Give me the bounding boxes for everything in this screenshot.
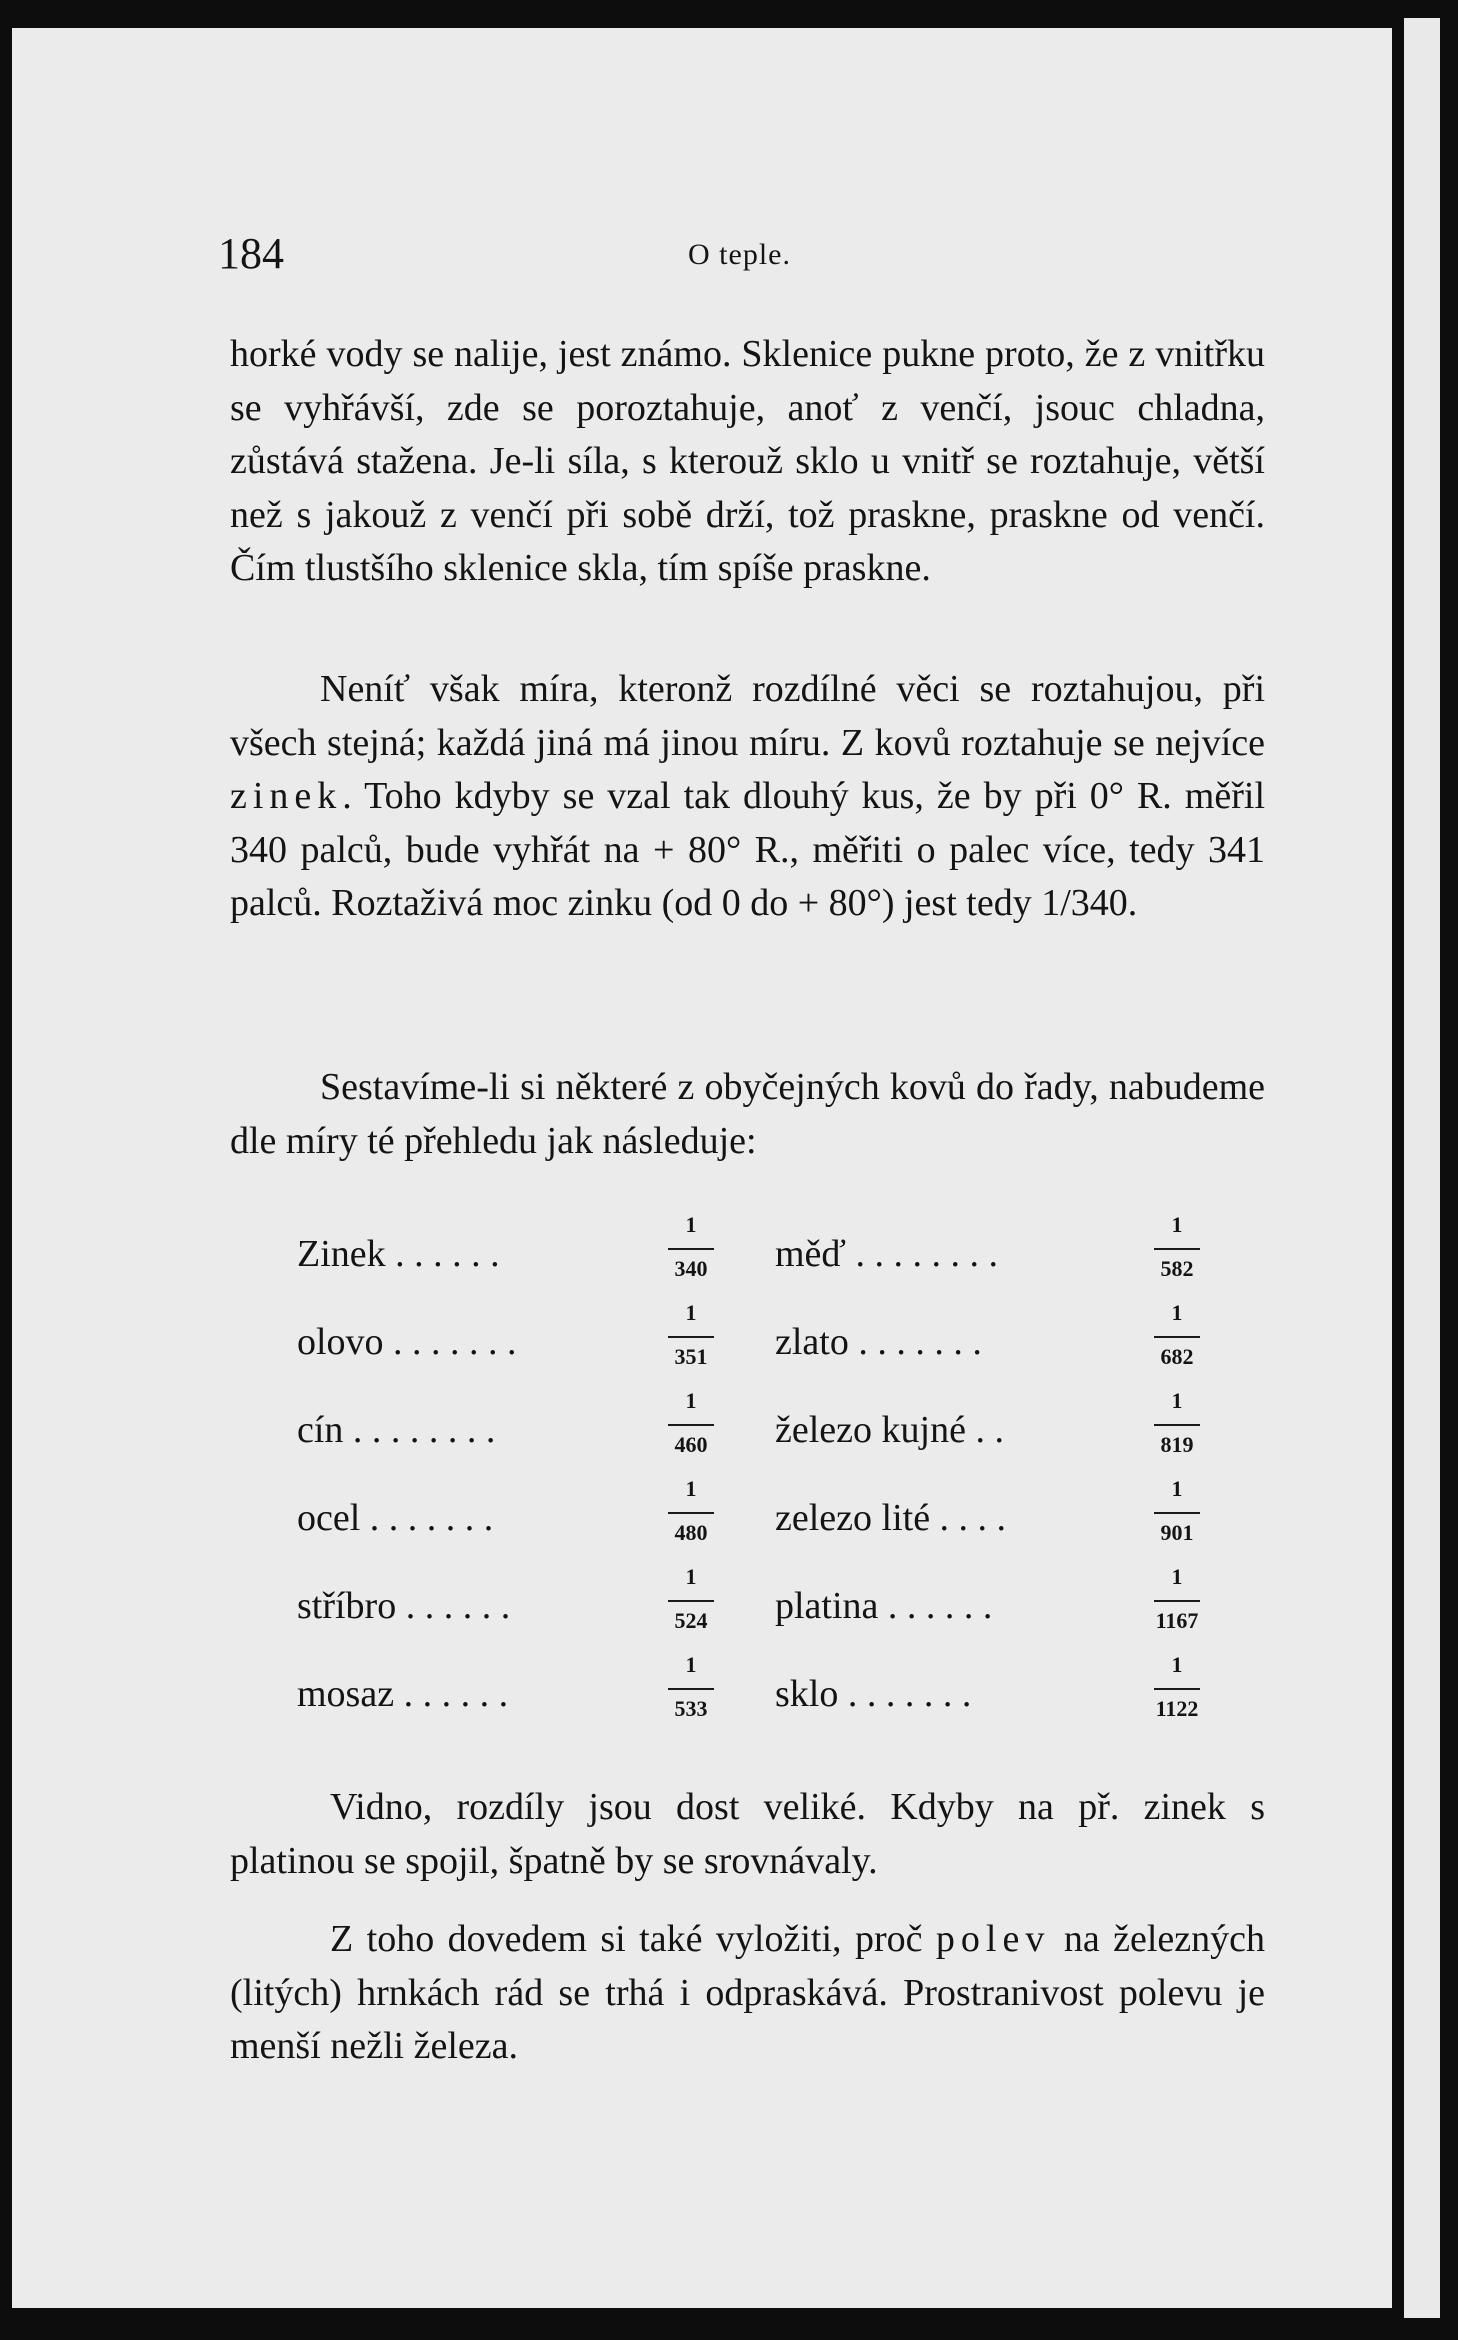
adjacent-page-edge xyxy=(1404,18,1440,2318)
page-number: 184 xyxy=(218,229,284,278)
fraction-numerator: 1 xyxy=(685,1476,697,1501)
fraction-numerator: 1 xyxy=(685,1300,697,1325)
fraction-numerator: 1 xyxy=(1171,1212,1183,1237)
expansion-fraction xyxy=(1145,1386,1209,1458)
fraction-numerator: 1 xyxy=(685,1388,697,1413)
fraction-bar xyxy=(668,1600,714,1602)
zinc-ratio: 1/340 xyxy=(1041,882,1128,924)
expansion-fraction xyxy=(659,1298,723,1370)
fraction-numerator: 1 xyxy=(1171,1476,1183,1501)
running-head: O teple. xyxy=(688,238,791,271)
fraction-denominator: 582 xyxy=(1160,1256,1194,1281)
metal-name: zlato . . . . . . . xyxy=(775,1321,982,1363)
fraction-bar xyxy=(1154,1424,1200,1426)
table-row xyxy=(297,1562,1257,1648)
metal-name: Zinek . . . . . . xyxy=(297,1233,500,1275)
fraction-denominator: 524 xyxy=(674,1608,708,1633)
expansion-table xyxy=(297,1210,1257,1750)
expansion-fraction xyxy=(1145,1650,1209,1722)
zinek-emphasis: zinek xyxy=(230,775,343,817)
paragraph-2-end: . xyxy=(1127,882,1138,924)
fraction-denominator: 682 xyxy=(1160,1344,1194,1369)
paragraph-4: Vidno, rozdíly jsou dost veliké. Kdyby na př. zinek s platinou se spojil, špatně by se srovnávaly. xyxy=(230,1786,1265,1882)
table-row xyxy=(297,1210,1257,1296)
fraction-numerator: 1 xyxy=(1171,1652,1183,1677)
paragraph-1: horké vody se nalije, jest známo. Sklenice pukne proto, že z vnitřku se vyhřávší, zde se poroztahuje, anoť z venčí, jsouc chladna, zůstává stažena. Je-li síla, s kterouž sklo u vnitř se roztahuje, větší než s jakouž z venčí při sobě drží, tož praskne, praskne od venčí. Čím tlustšího sklenice skla, tím spíše praskne. xyxy=(230,333,1265,589)
expansion-fraction xyxy=(1145,1298,1209,1370)
table-row xyxy=(297,1298,1257,1384)
expansion-fraction xyxy=(1145,1474,1209,1546)
fraction-numerator: 1 xyxy=(685,1564,697,1589)
fraction-denominator: 1167 xyxy=(1155,1608,1199,1633)
page-header xyxy=(218,228,838,288)
table-row xyxy=(297,1386,1257,1472)
paragraph-5-start: Z toho dovedem si také vyložiti, proč xyxy=(330,1918,923,1960)
expansion-fraction xyxy=(659,1474,723,1546)
fraction-bar xyxy=(668,1248,714,1250)
fraction-denominator: 480 xyxy=(674,1520,708,1545)
fraction-denominator: 1122 xyxy=(1155,1696,1199,1721)
expansion-fraction xyxy=(659,1210,723,1282)
fraction-numerator: 1 xyxy=(685,1212,697,1237)
fraction-bar xyxy=(1154,1248,1200,1250)
paragraph-2 xyxy=(230,663,1265,931)
fraction-denominator: 901 xyxy=(1160,1520,1194,1545)
metal-name: zelezo lité . . . . xyxy=(775,1497,1007,1539)
expansion-fraction xyxy=(659,1650,723,1722)
table-row xyxy=(297,1650,1257,1736)
book-page xyxy=(12,28,1392,2308)
metal-name: stříbro . . . . . . xyxy=(297,1585,511,1627)
paragraph-2-rest: . Toho kdyby se vzal tak dlouhý kus, že by při 0° R. měřil 340 palců, bude vyhřát na + 80° R., měřiti o palec více, tedy 341 palců. Roztaživá moc zinku (od 0 do + 80°) jest tedy xyxy=(230,775,1265,924)
fraction-numerator: 1 xyxy=(685,1652,697,1677)
fraction-bar xyxy=(668,1424,714,1426)
fraction-numerator: 1 xyxy=(1171,1564,1183,1589)
expansion-fraction xyxy=(659,1562,723,1634)
fraction-bar xyxy=(668,1336,714,1338)
metal-name: sklo . . . . . . . xyxy=(775,1673,972,1715)
fraction-bar xyxy=(668,1512,714,1514)
metal-name: mosaz . . . . . . xyxy=(297,1673,509,1715)
fraction-numerator: 1 xyxy=(1171,1300,1183,1325)
expansion-fraction xyxy=(659,1386,723,1458)
fraction-denominator: 460 xyxy=(674,1432,708,1457)
fraction-denominator: 351 xyxy=(674,1344,708,1369)
paragraph-2-intro: Neníť však míra, kteronž rozdílné věci se roztahujou, při všech stejná; každá jiná má jinou míru. xyxy=(230,668,1265,764)
metal-name: železo kujné . . xyxy=(775,1409,1004,1451)
metal-name: měď . . . . . . . . xyxy=(775,1233,998,1275)
expansion-fraction xyxy=(1145,1562,1209,1634)
metal-name: cín . . . . . . . . xyxy=(297,1409,496,1451)
paragraph-3: Sestavíme-li si některé z obyčejných kovů do řady, nabudeme dle míry té přehledu jak následuje: xyxy=(230,1066,1265,1162)
fraction-denominator: 533 xyxy=(674,1696,708,1721)
metal-name: olovo . . . . . . . xyxy=(297,1321,517,1363)
metal-name: platina . . . . . . xyxy=(775,1585,993,1627)
fraction-numerator: 1 xyxy=(1171,1388,1183,1413)
fraction-bar xyxy=(1154,1512,1200,1514)
fraction-denominator: 819 xyxy=(1160,1432,1194,1457)
paragraph-5-rest: na železných (litých) hrnkách rád se trhá i odpraskává. Prostranivost polevu je menší nežli železa. xyxy=(230,1918,1266,2067)
fraction-bar xyxy=(1154,1600,1200,1602)
fraction-bar xyxy=(668,1688,714,1690)
paragraph-2-kovu: Z kovů roztahuje se nejvíce xyxy=(840,721,1265,764)
fraction-bar xyxy=(1154,1336,1200,1338)
expansion-fraction xyxy=(1145,1210,1209,1282)
fraction-bar xyxy=(1154,1688,1200,1690)
polev-emphasis: polev xyxy=(935,1918,1051,1960)
paragraph-5 xyxy=(230,1913,1265,2074)
table-row xyxy=(297,1474,1257,1560)
metal-name: ocel . . . . . . . xyxy=(297,1497,494,1539)
fraction-denominator: 340 xyxy=(674,1256,708,1281)
